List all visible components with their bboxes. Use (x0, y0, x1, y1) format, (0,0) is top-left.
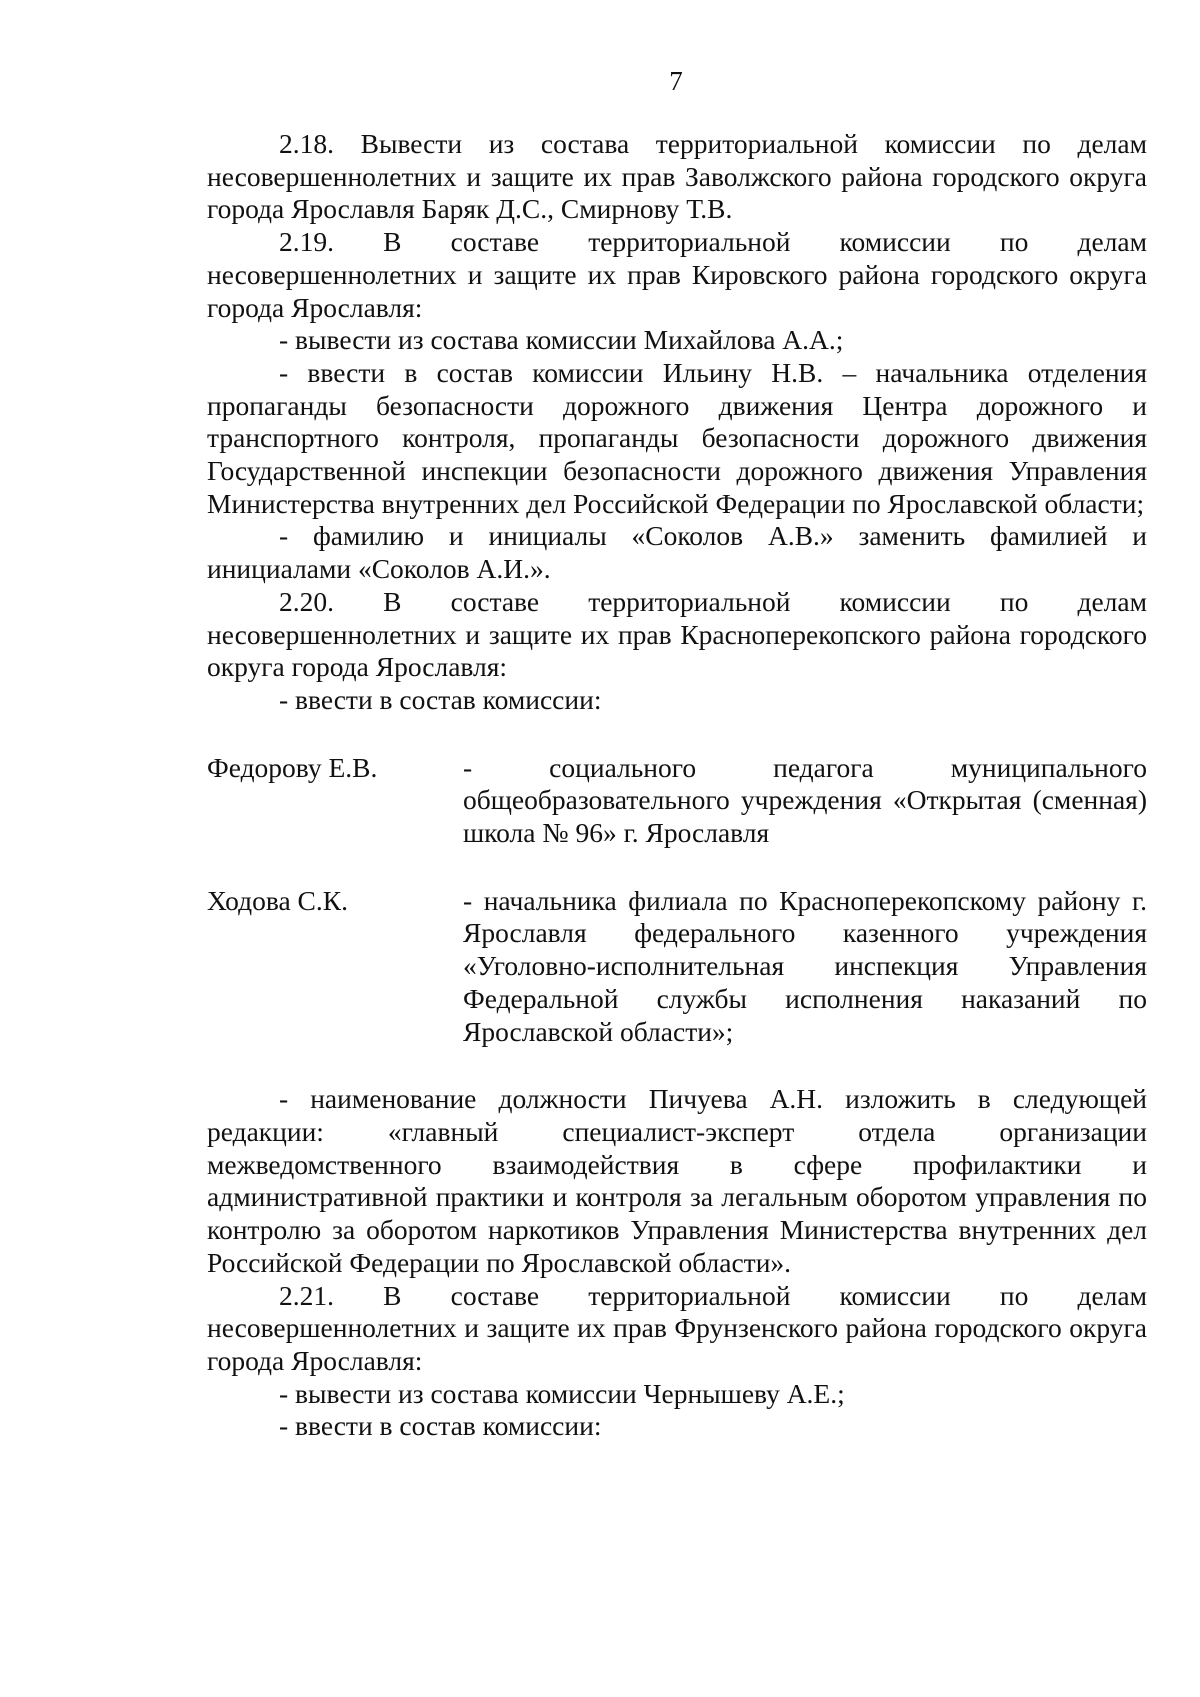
document-body (207, 128, 1147, 1443)
paragraph-2-19-remove: - вывести из состава комиссии Михайлова А.А.; (279, 324, 844, 356)
appointee-row (207, 885, 1147, 1049)
appointee-description: - начальника филиала по Красноперекопскому району г. Ярославля федерального казенного учреждения «Уголовно-исполнительная инспекция Управления Федеральной службы исполнения наказаний по Ярославской области»; (463, 884, 1147, 1047)
page-number: 7 (669, 66, 683, 96)
paragraph-2-19: 2.19. В составе территориальной комиссии по делам несовершеннолетних и защите их прав Кировского района городского округа города Ярославля: (207, 226, 1147, 323)
paragraph-2-21: 2.21. В составе территориальной комиссии по делам несовершеннолетних и защите их прав Фрунзенского района городского округа города Ярославля: (207, 1279, 1147, 1376)
appointee-name: Ходова С.К. (207, 884, 348, 916)
paragraph-2-19-rename: - фамилию и инициалы «Соколов А.В.» заменить фамилией и инициалами «Соколов А.И.». (207, 520, 1147, 585)
paragraph-2-20-add: - ввести в состав комиссии: (279, 683, 602, 715)
paragraph-2-19-add: - ввести в состав комиссии Ильину Н.В. – начальника отделения пропаганды безопасности дорожного движения Центра дорожного и транспортного контроля, пропаганды безопасности дорожного движения Государственной инспекции безопасности дорожного движения Управления Министерства внутренних дел Российской Федерации по Ярославской области; (207, 356, 1147, 519)
paragraph-2-20: 2.20. В составе территориальной комиссии по делам несовершеннолетних и защите их прав Красноперекопского района городского округа города Ярославля: (207, 585, 1147, 683)
appointee-list (207, 752, 1147, 1049)
appointee-name: Федорову Е.В. (207, 751, 378, 783)
paragraph-2-18: 2.18. Вывести из состава территориальной комиссии по делам несовершеннолетних и защите их прав Заволжского района городского округа города Ярославля Баряк Д.С., Смирнову Т.В. (207, 128, 1147, 225)
paragraph-2-20-rename-position: - наименование должности Пичуева А.Н. изложить в следующей редакции: «главный специалист-эксперт отдела организации межведомственного взаимодействия в сфере профилактики и административной практики и контроля за легальным оборотом управления по контролю за оборотом наркотиков Управления Министерства внутренних дел Российской Федерации по Ярославской области». (207, 1083, 1147, 1278)
appointee-description: - социального педагога муниципального общеобразовательного учреждения «Открытая (сменная) школа № 96» г. Ярославля (463, 751, 1147, 849)
paragraph-2-21-remove: - вывести из состава комиссии Чернышеву А.Е.; (279, 1377, 845, 1409)
appointee-row (207, 752, 1147, 850)
paragraph-2-21-add: - ввести в состав комиссии: (279, 1410, 602, 1442)
